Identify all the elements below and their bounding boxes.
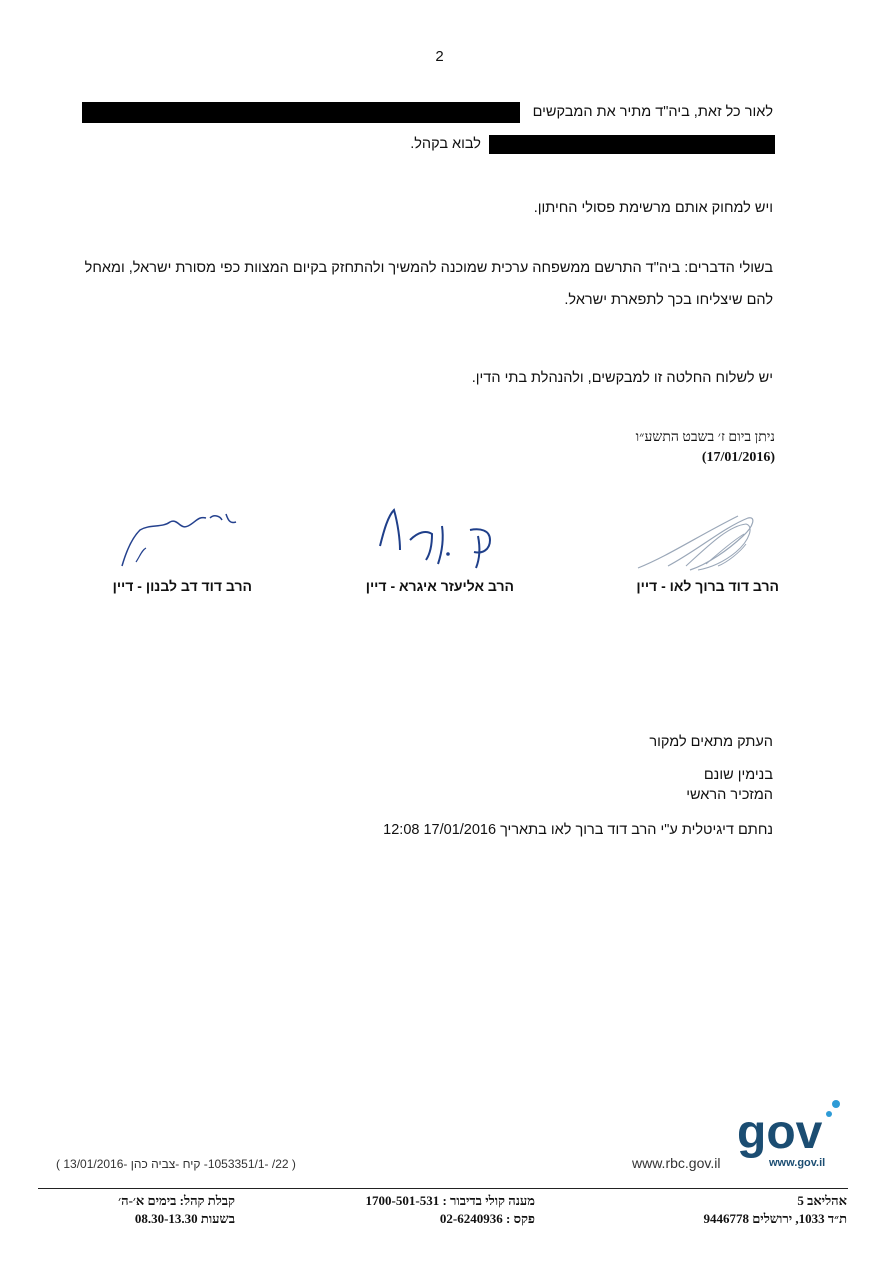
redaction-bar-2 bbox=[489, 135, 775, 154]
footer-phone bbox=[366, 1192, 535, 1227]
signature-name-2: הרב אליעזר איגרא - דיין bbox=[365, 578, 514, 594]
date-block bbox=[636, 428, 775, 467]
footer-address bbox=[703, 1192, 847, 1227]
footer-hours bbox=[118, 1192, 235, 1227]
footer-divider bbox=[38, 1188, 848, 1189]
signer-block bbox=[686, 766, 773, 805]
paragraph-3-line-2: להם שיצליחו בכך לתפארת ישראל. bbox=[564, 292, 773, 308]
gov-logo[interactable] bbox=[735, 1100, 845, 1170]
footer-address-line-2: ת״ד 1033, ירושלים 9446778 bbox=[703, 1210, 847, 1226]
signature-image-lau bbox=[628, 506, 778, 576]
footer-phone-line-1: מענה קולי בדיבור : 1700-501-531 bbox=[365, 1193, 535, 1208]
paragraph-1-line-2: לבוא בקהל. bbox=[410, 136, 481, 152]
paragraph-1-line-1: לאור כל זאת, ביה"ד מתיר את המבקשים bbox=[532, 104, 773, 120]
footer-hours-line-1: קבלת קהל: בימים א׳-ה׳ bbox=[118, 1193, 235, 1208]
signature-image-levanon bbox=[106, 506, 256, 571]
digital-signature-note: נחתם דיגיטלית ע"י הרב דוד ברוך לאו בתאריך 17/01/2016 12:08 bbox=[383, 822, 773, 838]
gov-logo-text: gov bbox=[737, 1106, 823, 1159]
signature-name-3: הרב דוד דב לבנון - דיין bbox=[112, 578, 252, 594]
signer-title: המזכיר הראשי bbox=[686, 786, 773, 803]
paragraph-3-line-1: בשולי הדברים: ביה"ד התרשם ממשפחה ערכית שמוכנה להמשיך ולהתחזק בקיום המצוות כפי מסורת ישראל, ומאחל bbox=[84, 260, 773, 276]
site-url[interactable]: www.rbc.gov.il bbox=[632, 1155, 721, 1171]
footer-phone-line-2: פקס : 02-6240936 bbox=[439, 1210, 535, 1226]
signer-name: בנימין שונם bbox=[703, 767, 773, 783]
file-reference: ( 22/ -1053351/1- קיח -צביה כהן -13/01/2016 ) bbox=[56, 1157, 296, 1171]
paragraph-2: ויש למחוק אותם מרשימת פסולי החיתון. bbox=[533, 200, 773, 216]
page-number: 2 bbox=[435, 48, 444, 65]
hebrew-date: ניתן ביום ז׳ בשבט התשע״ו bbox=[635, 430, 775, 445]
footer-hours-line-2: בשעות 08.30-13.30 bbox=[134, 1210, 235, 1226]
redaction-bar-1 bbox=[82, 102, 520, 123]
gov-logo-sub: www.gov.il bbox=[769, 1157, 826, 1169]
footer-address-line-1: אהליאב 5 bbox=[797, 1193, 847, 1208]
gregorian-date: (17/01/2016) bbox=[701, 449, 775, 465]
copy-note: העתק מתאים למקור bbox=[649, 734, 773, 750]
signature-name-1: הרב דוד ברוך לאו - דיין bbox=[636, 578, 779, 594]
signature-image-igra bbox=[366, 500, 516, 575]
paragraph-4: יש לשלוח החלטה זו למבקשים, ולהנהלת בתי הדין. bbox=[471, 370, 773, 386]
